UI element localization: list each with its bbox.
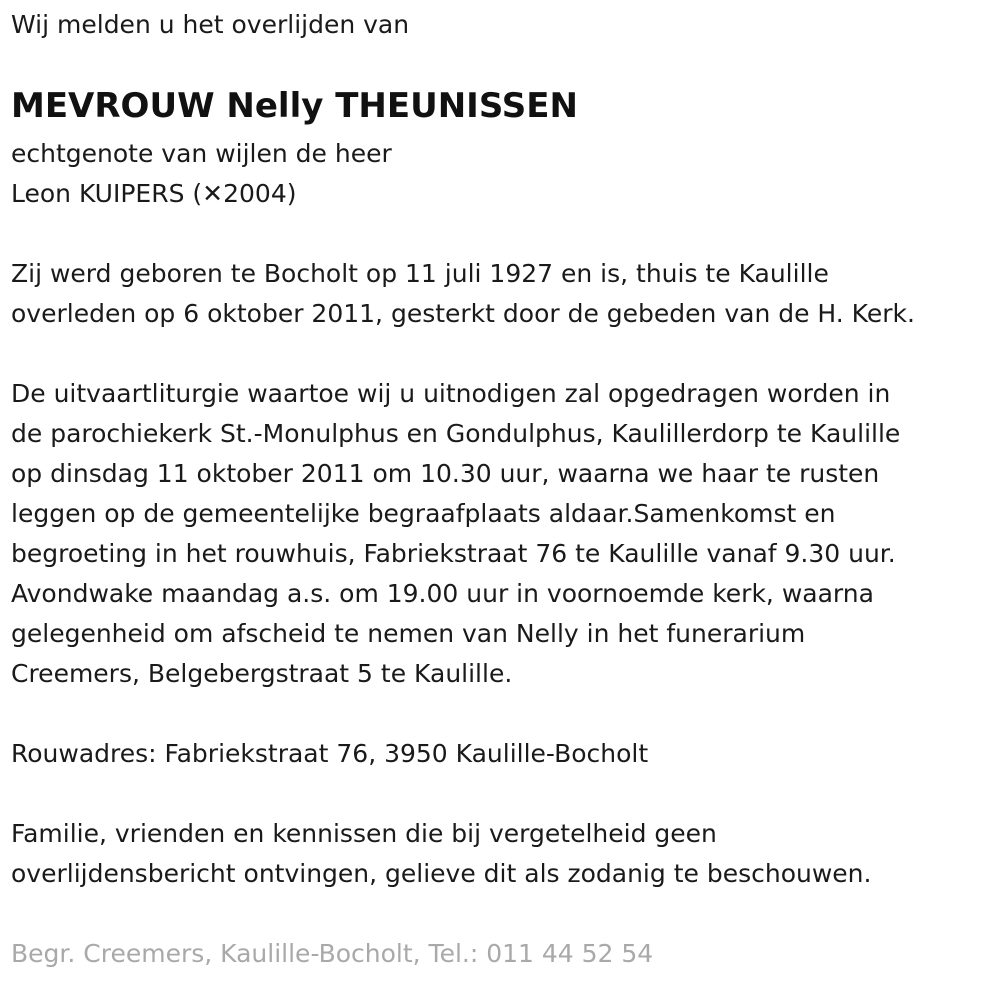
paragraph-line: overlijdensbericht ontvingen, gelieve dit als zodanig te beschouwen.	[11, 859, 872, 888]
spouse-line: Leon KUIPERS (✕2004)	[11, 179, 297, 208]
family-paragraph	[11, 814, 871, 894]
paragraph-line: Creemers, Belgebergstraat 5 te Kaulille.	[11, 659, 513, 688]
spouse-line: echtgenote van wijlen de heer	[11, 139, 392, 168]
paragraph-line: De uitvaartliturgie waartoe wij u uitnodigen zal opgedragen worden in	[11, 379, 891, 408]
deceased-name: MEVROUW Nelly THEUNISSEN	[11, 86, 578, 126]
mourning-address: Rouwadres: Fabriekstraat 76, 3950 Kaulille-Bocholt	[11, 739, 649, 768]
mourning-address-section	[11, 734, 648, 774]
paragraph-line: begroeting in het rouwhuis, Fabriekstraat 76 te Kaulille vanaf 9.30 uur.	[11, 539, 896, 568]
paragraph-line: Zij werd geboren te Bocholt op 11 juli 1927 en is, thuis te Kaulille	[11, 259, 829, 288]
paragraph-line: overleden op 6 oktober 2011, gesterkt door de gebeden van de H. Kerk.	[11, 299, 915, 328]
paragraph-line: Familie, vrienden en kennissen die bij vergetelheid geen	[11, 819, 717, 848]
paragraph-line: Avondwake maandag a.s. om 19.00 uur in voornoemde kerk, waarna	[11, 579, 874, 608]
paragraph-line: de parochiekerk St.-Monulphus en Gondulphus, Kaulillerdorp te Kaulille	[11, 419, 901, 448]
funeral-paragraph	[11, 374, 900, 694]
funeral-home-footer: Begr. Creemers, Kaulille-Bocholt, Tel.: 011 44 52 54	[11, 939, 654, 968]
intro-text: Wij melden u het overlijden van	[11, 10, 410, 39]
paragraph-line: leggen op de gemeentelijke begraafplaats aldaar.Samenkomst en	[11, 499, 836, 528]
paragraph-line: op dinsdag 11 oktober 2011 om 10.30 uur, waarna we haar te rusten	[11, 459, 880, 488]
spouse-section	[11, 134, 392, 214]
paragraph-line: gelegenheid om afscheid te nemen van Nelly in het funerarium	[11, 619, 806, 648]
birth-death-paragraph	[11, 254, 915, 334]
